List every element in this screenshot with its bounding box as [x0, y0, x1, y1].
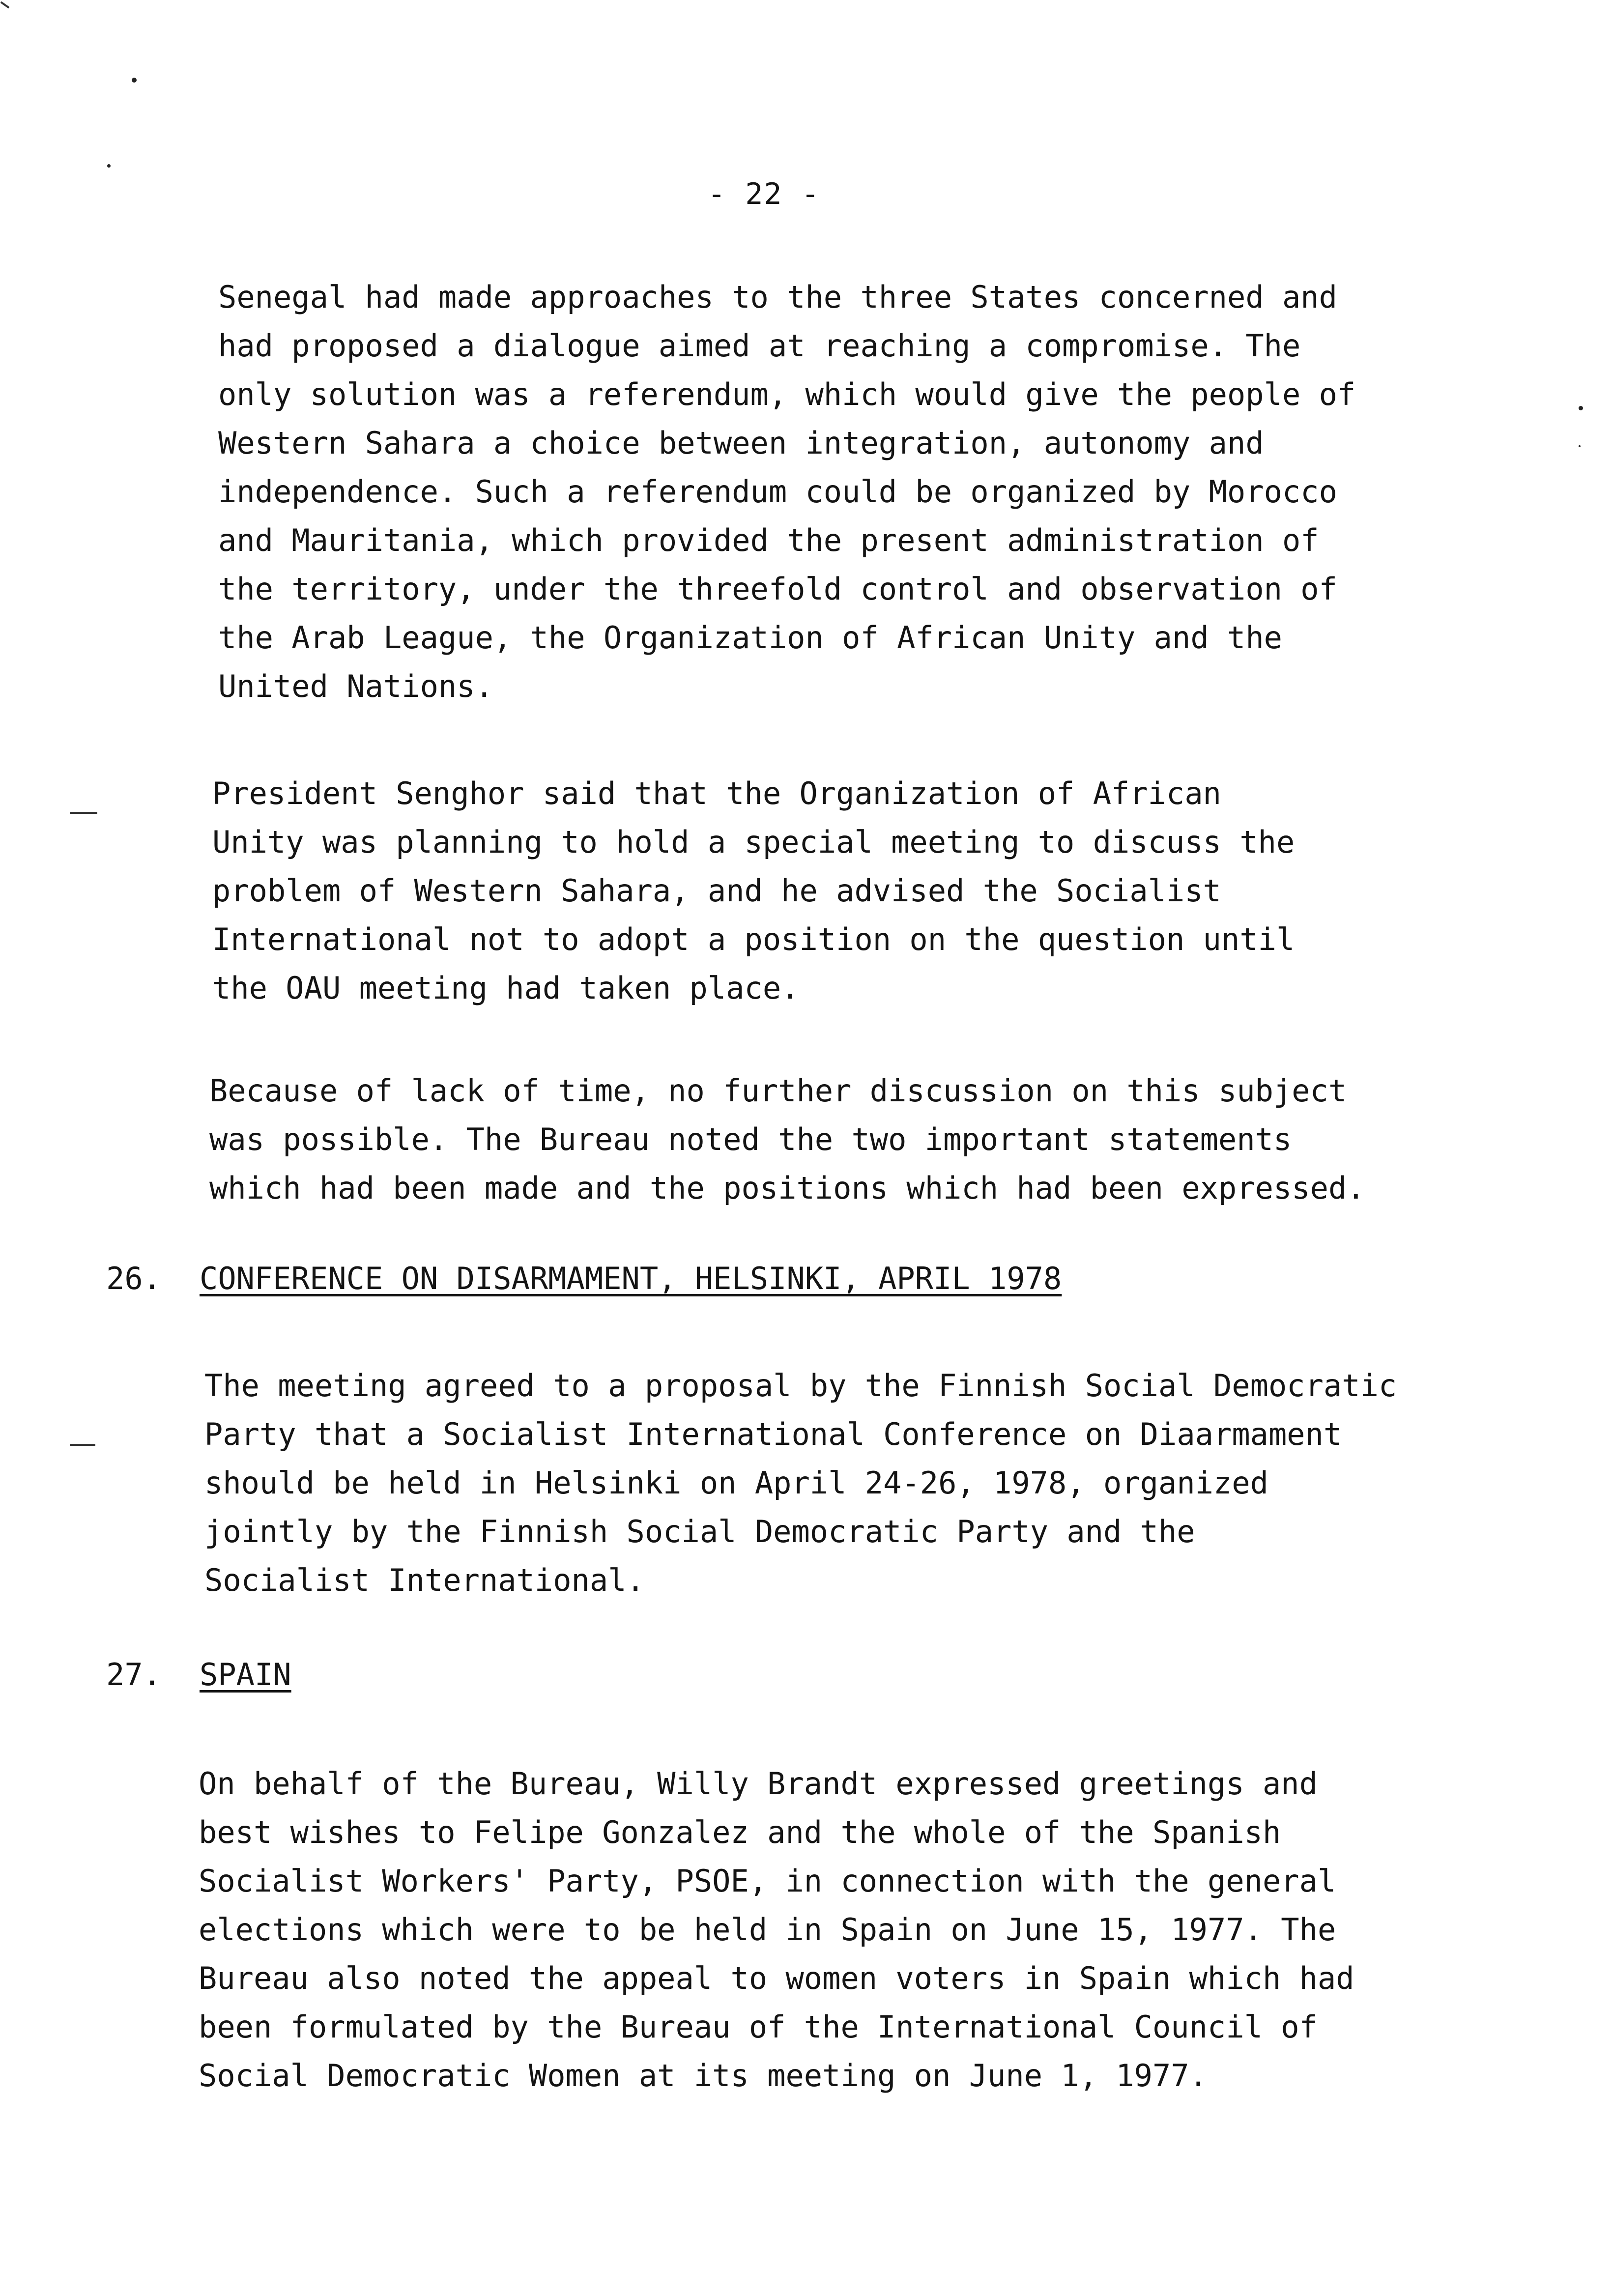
section-title: SPAIN [200, 1657, 291, 1693]
text-line: the Arab League, the Organization of African Unity and the [218, 620, 1282, 656]
text-line: Socialist Workers' Party, PSOE, in connection with the general [199, 1863, 1336, 1899]
text-line: On behalf of the Bureau, Willy Brandt expressed greetings and [199, 1766, 1318, 1802]
text-line: been formulated by the Bureau of the International Council of [199, 2009, 1318, 2045]
text-line: had proposed a dialogue aimed at reaching a compromise. The [218, 328, 1301, 364]
text-line: Because of lack of time, no further discussion on this subject [209, 1073, 1347, 1109]
text-line: elections which were to be held in Spain on June 15, 1977. The [199, 1912, 1336, 1948]
text-line: should be held in Helsinki on April 24-26, 1978, organized [204, 1465, 1268, 1501]
paragraph-senghor-statement [212, 769, 1295, 1012]
section-27-body [199, 1759, 1354, 2100]
text-line: United Nations. [218, 668, 493, 704]
text-line: jointly by the Finnish Social Democratic Party and the [204, 1514, 1195, 1550]
text-line: Social Democratic Women at its meeting on June 1, 1977. [199, 2058, 1208, 2094]
text-line: the OAU meeting had taken place. [212, 970, 800, 1006]
margin-dash [70, 812, 97, 814]
text-line: was possible. The Bureau noted the two important statements [209, 1121, 1292, 1157]
text-line: independence. Such a referendum could be organized by Morocco [218, 474, 1337, 510]
paragraph-western-sahara-referendum [218, 273, 1355, 711]
section-heading-26 [106, 1259, 1062, 1298]
scan-speck [1579, 406, 1583, 410]
text-line: problem of Western Sahara, and he advised the Socialist [212, 873, 1221, 909]
text-line: only solution was a referendum, which would give the people of [218, 376, 1356, 412]
text-line: which had been made and the positions which had been expressed. [209, 1170, 1365, 1206]
text-line: Party that a Socialist International Conference on Diaarmament [204, 1416, 1342, 1452]
text-line: Western Sahara a choice between integration, autonomy and [218, 425, 1264, 461]
paragraph-bureau-noted [209, 1066, 1365, 1212]
text-line: President Senghor said that the Organization of African [212, 775, 1221, 811]
section-26-body [204, 1361, 1397, 1605]
page-number: - 22 - [708, 177, 820, 211]
section-heading-27 [106, 1655, 291, 1694]
scan-speck [132, 78, 137, 83]
margin-dash [70, 1444, 95, 1446]
text-line: Socialist International. [204, 1562, 645, 1598]
text-line: the territory, under the threefold control and observation of [218, 571, 1337, 607]
text-line: The meeting agreed to a proposal by the Finnish Social Democratic [204, 1368, 1397, 1404]
text-line: Bureau also noted the appeal to women voters in Spain which had [199, 1960, 1354, 1996]
text-line: International not to adopt a position on the question until [212, 921, 1295, 957]
margin-dash [0, 1, 10, 9]
section-number: 26. [106, 1261, 161, 1296]
section-title: CONFERENCE ON DISARMAMENT, HELSINKI, APRIL 1978 [200, 1261, 1062, 1296]
text-line: Unity was planning to hold a special meeting to discuss the [212, 824, 1295, 860]
text-line: and Mauritania, which provided the present administration of [218, 522, 1319, 558]
scan-speck [107, 164, 111, 168]
section-number: 27. [106, 1657, 161, 1693]
text-line: best wishes to Felipe Gonzalez and the whole of the Spanish [199, 1814, 1281, 1850]
scan-speck [1579, 445, 1581, 447]
text-line: Senegal had made approaches to the three States concerned and [218, 279, 1337, 315]
